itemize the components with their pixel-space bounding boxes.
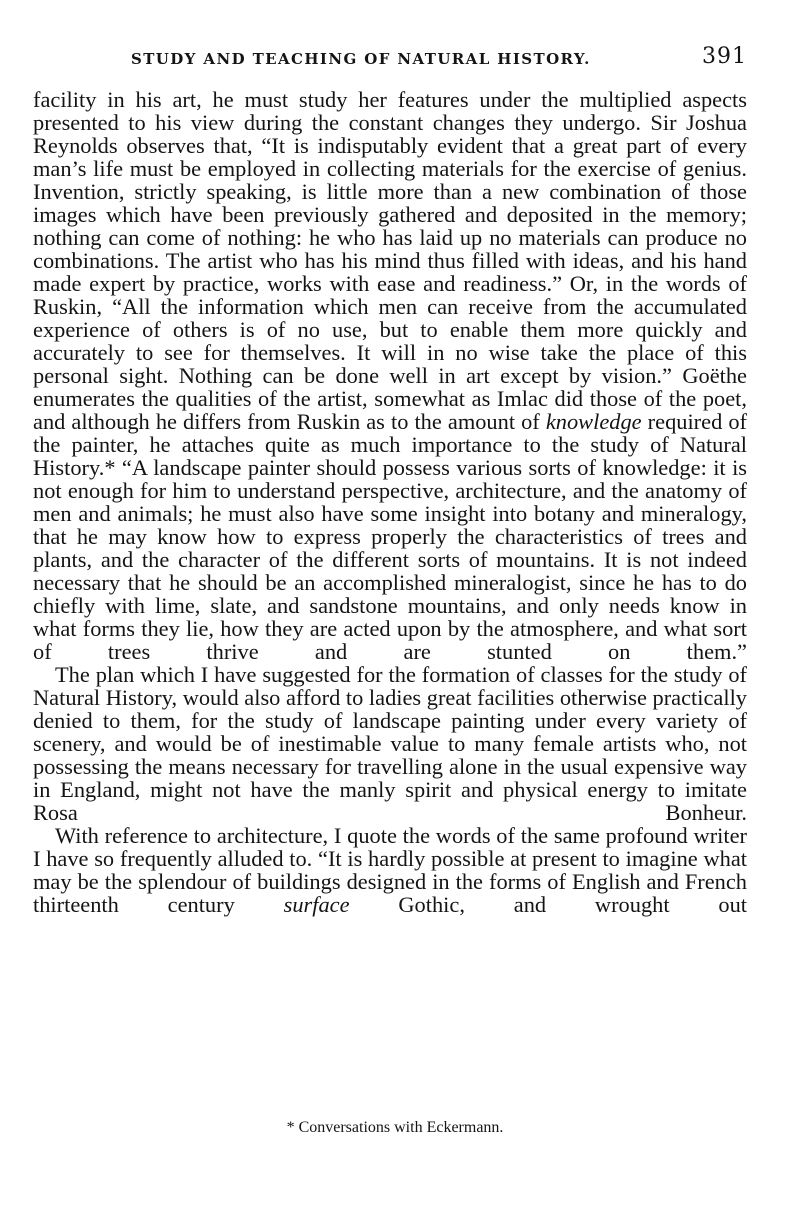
paragraph-3: [33, 824, 747, 916]
page-number: 391: [702, 44, 747, 69]
paragraph-3-part-a: With reference to architecture, I quote the words of the same profound writer I have so frequently alluded to. “It is hardly possible at present to imagine what may be the splendour of buildings designed in the forms of English and French thirteenth century: [33, 823, 747, 917]
paragraph-1: [33, 88, 747, 663]
paragraph-1-part-a: facility in his art, he must study her features under the multiplied aspects presented to his view during the constant changes they undergo. Sir Joshua Reynolds observes that, “It is indisputably evident that a great part of every man’s life must be employed in collecting materials for the exercise of genius. Invention, strictly speaking, is little more than a new combination of those images which have been previously gathered and deposited in the memory; nothing can come of nothing: he who has laid up no materials can produce no combinations. The artist who has his mind thus filled with ideas, and his hand made expert by practice, works with ease and readiness.” Or, in the words of Ruskin, “All the information which men can receive from the accumulated experience of others is of no use, but to enable them more quickly and accurately to see for themselves. It will in no wise take the place of this personal sight. Nothing can be done well in art except by vision.” Goëthe enumerates the qualities of the artist, somewhat as Imlac did those of the poet, and although he differs from Ruskin as to the amount of: [33, 87, 747, 434]
paragraph-1-part-b: required of the painter, he attaches quite as much importance to the study of Natural History.* “A landscape painter should possess various sorts of knowledge: it is not enough for him to understand perspective, architecture, and the anatomy of men and animals; he must also have some insight into botany and mineralogy, that he may know how to express properly the characteristics of trees and plants, and the character of the different sorts of mountains. It is not indeed necessary that he should be an accomplished mineralogist, since he has to do chiefly with lime, slate, and sandstone mountains, and only needs know in what forms they lie, how they are acted upon by the atmosphere, and what sort of trees thrive and are stunted on them.”: [33, 409, 747, 664]
paragraph-2: The plan which I have suggested for the formation of classes for the study of Natural History, would also afford to ladies great facilities otherwise practically denied to them, for the study of landscape painting under every variety of scenery, and would be of inestimable value to many female artists who, not possessing the means necessary for travelling alone in the usual expensive way in England, might not have the manly spirit and physical energy to imitate Rosa Bonheur.: [33, 662, 747, 825]
running-title: STUDY AND TEACHING OF NATURAL HISTORY.: [131, 50, 591, 68]
paragraph-3-emphasis: surface: [283, 892, 350, 917]
footnote: * Conversations with Eckermann.: [286, 1119, 504, 1136]
paragraph-1-emphasis: knowledge: [545, 409, 642, 434]
book-page: [33, 44, 747, 916]
body-text: [33, 88, 747, 916]
paragraph-3-part-b: Gothic, and wrought out: [349, 892, 748, 917]
running-head: [33, 44, 747, 78]
